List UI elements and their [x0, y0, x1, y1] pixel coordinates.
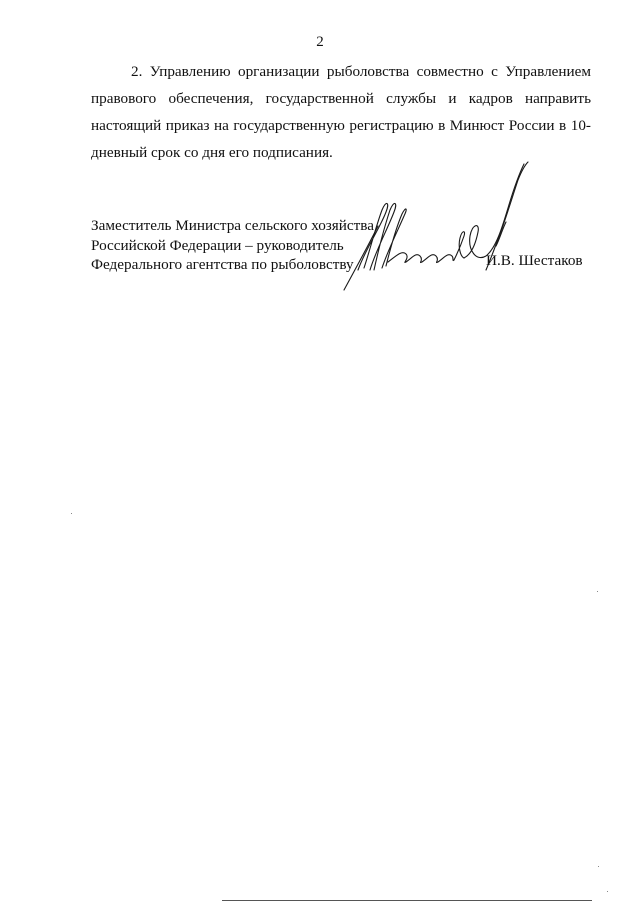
signatory-position-line-2: Российской Федерации – руководитель [91, 236, 344, 254]
signatory-position-line-3: Федерального агентства по рыболовству [91, 256, 354, 273]
scan-speck [597, 591, 598, 592]
signatory-name: И.В. Шестаков [486, 252, 583, 269]
order-paragraph: 2. Управлению организации рыболовства совместно с Управлением правового обеспечения, государственной службы и кадров направить настоящий приказ на государственную регистрацию в Минюст России в 10-дневный срок со дня его подписания. [91, 63, 591, 161]
scan-edge-line [222, 900, 592, 901]
scan-speck [607, 891, 608, 892]
scan-speck [598, 866, 599, 867]
signatory-position-line-1: Заместитель Министра сельского хозяйства [91, 217, 375, 234]
page-number: 2 [316, 34, 324, 50]
handwritten-signature [336, 158, 536, 298]
scan-speck [71, 513, 72, 514]
